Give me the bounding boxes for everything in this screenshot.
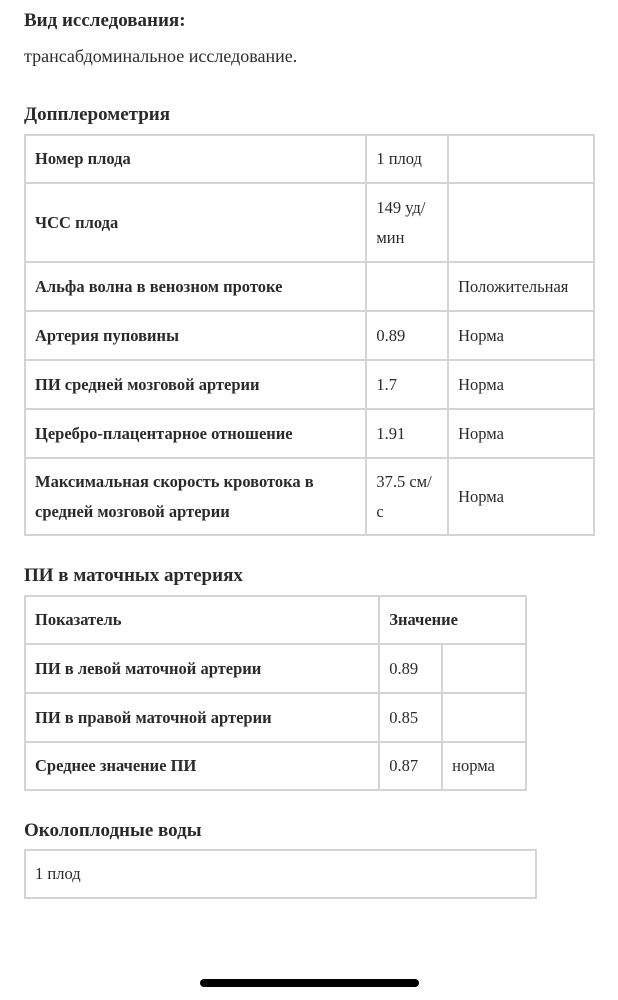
row-status: Норма	[448, 360, 594, 409]
uterine-title: ПИ в маточных артериях	[24, 565, 243, 586]
table-row	[25, 262, 594, 311]
row-label: Альфа волна в венозном протоке	[25, 262, 366, 311]
table-row	[25, 311, 594, 360]
header-value: Значение	[379, 596, 526, 644]
row-label: ПИ средней мозговой артерии	[25, 360, 366, 409]
uterine-table	[24, 595, 527, 791]
row-value: 0.85	[379, 693, 442, 742]
table-row	[25, 135, 594, 183]
row-value: 1 плод	[366, 135, 448, 183]
row-value: 0.89	[366, 311, 448, 360]
row-value: 37.5 см/ с	[366, 458, 448, 535]
row-status: норма	[442, 742, 526, 790]
row-label: ЧСС плода	[25, 183, 366, 262]
table-row	[25, 693, 526, 742]
row-value: 1.91	[366, 409, 448, 458]
header-indicator: Показатель	[25, 596, 379, 644]
doppler-title: Допплерометрия	[24, 104, 170, 125]
table-row	[25, 742, 526, 790]
row-status: Норма	[448, 311, 594, 360]
row-value: 1.7	[366, 360, 448, 409]
row-status: Норма	[448, 409, 594, 458]
row-label: Максимальная скорость кровотока в средней мозговой артерии	[25, 458, 366, 535]
home-indicator[interactable]	[200, 979, 419, 987]
table-row	[25, 360, 594, 409]
row-status	[448, 183, 594, 262]
row-label: Среднее значение ПИ	[25, 742, 379, 790]
table-row	[25, 644, 526, 693]
study-type-value: трансабдоминальное исследование.	[24, 46, 298, 66]
row-status	[442, 644, 526, 693]
row-value	[366, 262, 448, 311]
row-value: 149 уд/ мин	[366, 183, 448, 262]
row-label: Артерия пуповины	[25, 311, 366, 360]
row-status	[448, 135, 594, 183]
row-value: 0.89	[379, 644, 442, 693]
row-label: Номер плода	[25, 135, 366, 183]
row-label: ПИ в правой маточной артерии	[25, 693, 379, 742]
row-status	[442, 693, 526, 742]
table-row	[25, 409, 594, 458]
amniotic-value: 1 плод	[24, 849, 537, 899]
doppler-table	[24, 134, 595, 536]
row-label: Церебро-плацентарное отношение	[25, 409, 366, 458]
study-type-label: Вид исследования:	[24, 10, 186, 31]
row-status: Положительная	[448, 262, 594, 311]
table-header-row	[25, 596, 526, 644]
row-status: Норма	[448, 458, 594, 535]
table-row	[25, 183, 594, 262]
row-label: ПИ в левой маточной артерии	[25, 644, 379, 693]
row-value: 0.87	[379, 742, 442, 790]
table-row	[25, 458, 594, 535]
amniotic-title: Околоплодные воды	[24, 820, 202, 841]
